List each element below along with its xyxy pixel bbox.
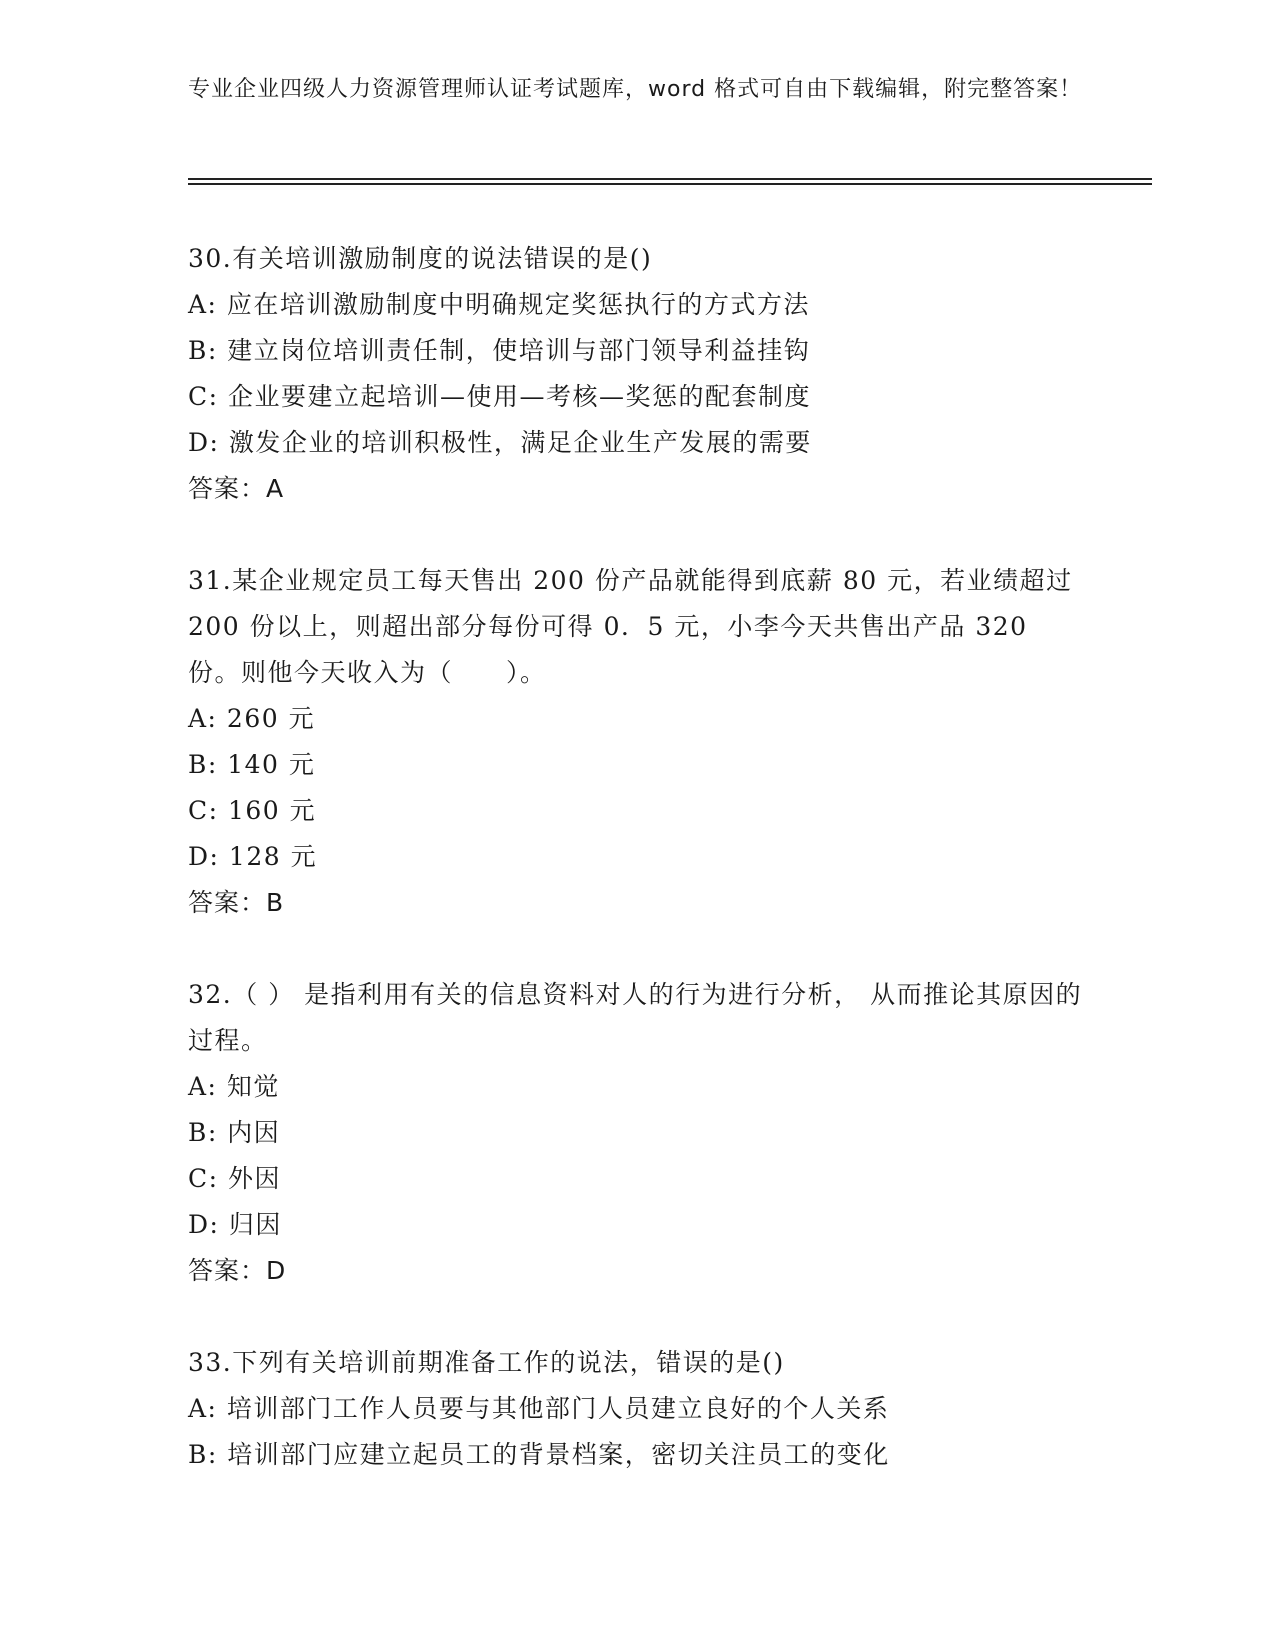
option-c: C: 160 元 bbox=[188, 796, 317, 825]
question-stem: 31.某企业规定员工每天售出 200 份产品就能得到底薪 80 元，若业绩超过 200 份以上，则超出部分每份可得 0．5 元，小李今天共售出产品 320 份。则他今天收入为（ ）。 bbox=[188, 566, 1083, 687]
question-stem: 33.下列有关培训前期准备工作的说法，错误的是() bbox=[188, 1348, 785, 1377]
question-30 bbox=[188, 236, 1088, 512]
option-b: B: 培训部门应建立起员工的背景档案，密切关注员工的变化 bbox=[188, 1440, 890, 1469]
question-stem: 30.有关培训激励制度的说法错误的是() bbox=[188, 244, 653, 273]
option-b: B: 内因 bbox=[188, 1118, 281, 1147]
answer-line: 答案：A bbox=[188, 474, 285, 503]
option-a: A: 知觉 bbox=[188, 1072, 280, 1101]
header-rule-top bbox=[188, 178, 1152, 180]
option-a: A: 应在培训激励制度中明确规定奖惩执行的方式方法 bbox=[188, 290, 810, 319]
option-d: D: 128 元 bbox=[188, 842, 318, 871]
option-a: A: 260 元 bbox=[188, 704, 316, 733]
document-header bbox=[188, 74, 1088, 105]
option-d: D: 激发企业的培训积极性，满足企业生产发展的需要 bbox=[188, 428, 812, 457]
answer-line: 答案：D bbox=[188, 1256, 287, 1285]
option-a: A: 培训部门工作人员要与其他部门人员建立良好的个人关系 bbox=[188, 1394, 890, 1423]
question-33 bbox=[188, 1340, 1088, 1478]
answer-line: 答案：B bbox=[188, 888, 285, 917]
header-text: 专业企业四级人力资源管理师认证考试题库，word 格式可自由下载编辑，附完整答案！ bbox=[188, 77, 1083, 102]
question-32 bbox=[188, 972, 1088, 1294]
option-b: B: 140 元 bbox=[188, 750, 316, 779]
question-stem: 32.（ ） 是指利用有关的信息资料对人的行为进行分析， 从而推论其原因的过程。 bbox=[188, 980, 1083, 1055]
option-d: D: 归因 bbox=[188, 1210, 282, 1239]
option-c: C: 企业要建立起培训—使用—考核—奖惩的配套制度 bbox=[188, 382, 811, 411]
question-list bbox=[188, 236, 1088, 1478]
option-c: C: 外因 bbox=[188, 1164, 281, 1193]
question-31 bbox=[188, 558, 1088, 926]
header-rule-bottom bbox=[188, 183, 1152, 185]
option-b: B: 建立岗位培训责任制，使培训与部门领导利益挂钩 bbox=[188, 336, 811, 365]
